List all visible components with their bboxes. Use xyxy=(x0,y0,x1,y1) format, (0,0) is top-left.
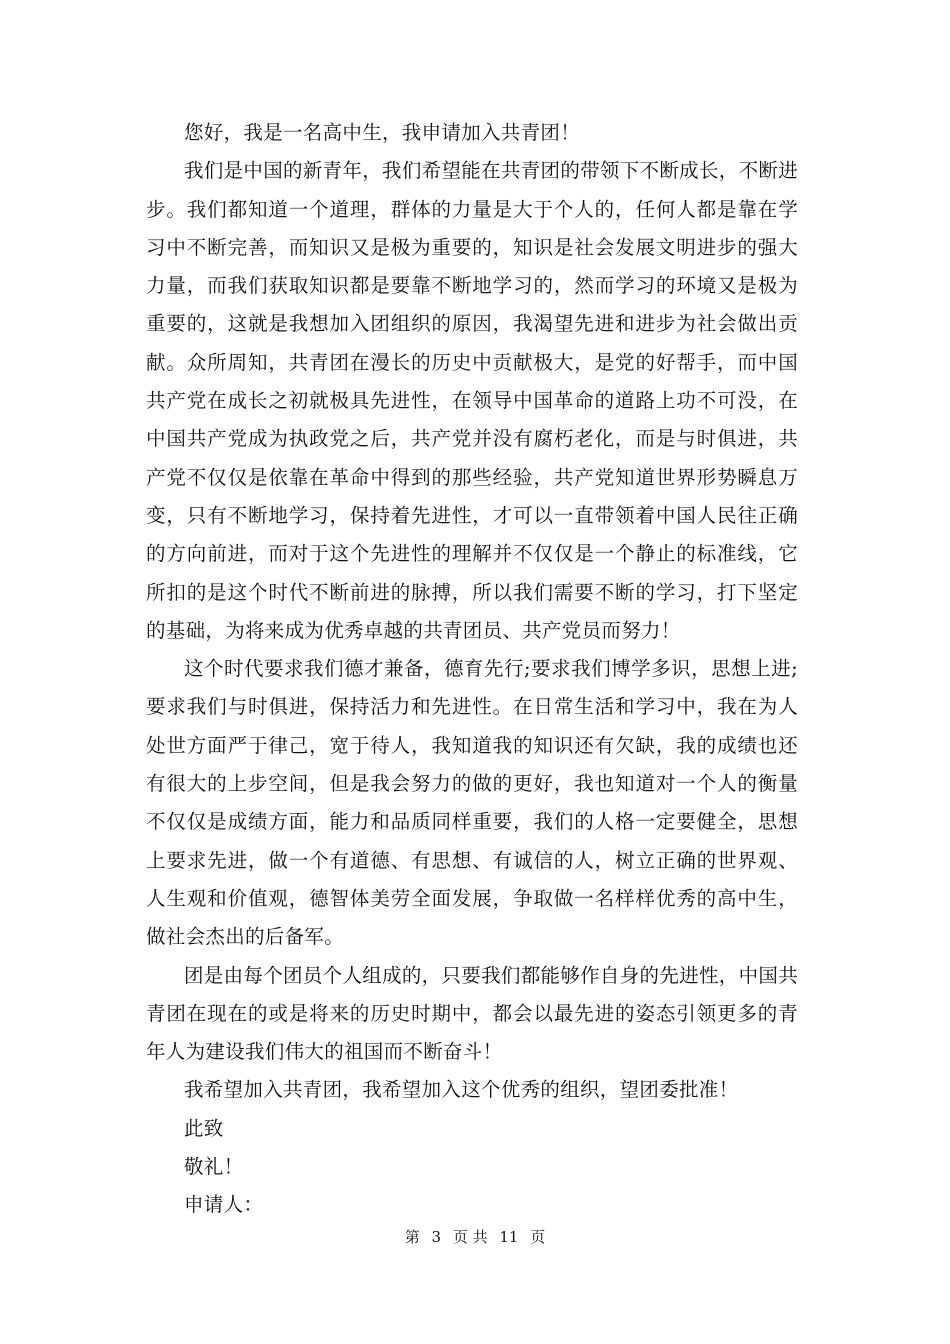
page-number: 3 xyxy=(431,1228,442,1246)
applicant-label: 申请人： xyxy=(184,1193,264,1217)
closing-jingli: 敬礼！ xyxy=(184,1155,244,1179)
page-prefix: 第 xyxy=(404,1228,420,1246)
paragraph-self-assessment: 这个时代要求我们德才兼备，德育先行;要求我们博学多识，思想上进;要求我们与时俱进，保持活力和先进性。在日常生活和学习中，我在为人处世方面严于律己，宽于待人，我知道我的知识还有欠缺，我的成绩也还有很大的上步空间，但是我会努力的做的更好，我也知道对一个人的衡量不仅仅是成绩方面，能力和品质同样重要，我们的人格一定要健全，思想上要求先进，做一个有道德、有思想、有诚信的人，树立正确的世界观、人生观和价值观，德智体美劳全面发展，争取做一名样样优秀的高中生，做社会杰出的后备军。 xyxy=(146,657,798,949)
paragraph-request: 我希望加入共青团，我希望加入这个优秀的组织，望团委批准！ xyxy=(184,1078,739,1102)
closing-cizhi: 此致 xyxy=(184,1116,224,1140)
page-suffix: 页 xyxy=(530,1228,546,1246)
paragraph-league-role: 团是由每个团员个人组成的，只要我们都能够作自身的先进性，中国共青团在现在的或是将来的历史时期中，都会以最先进的姿态引领更多的青年人为建设我们伟大的祖国而不断奋斗！ xyxy=(146,963,798,1064)
page-middle-label: 页 共 xyxy=(452,1228,488,1246)
letter-body xyxy=(146,114,798,1225)
greeting-paragraph: 您好，我是一名高中生，我申请加入共青团！ xyxy=(184,121,581,144)
page-footer xyxy=(0,1226,950,1248)
total-pages: 11 xyxy=(499,1228,519,1246)
paragraph-motivation: 我们是中国的新青年，我们希望能在共青团的带领下不断成长，不断进步。我们都知道一个道理，群体的力量是大于个人的，任何人都是靠在学习中不断完善，而知识又是极为重要的，知识是社会发展文明进步的强大力量，而我们获取知识都是要靠不断地学习的，然而学习的环境又是极为重要的，这就是我想加入团组织的原因，我渴望先进和进步为社会做出贡献。众所周知，共青团在漫长的历史中贡献极大，是党的好帮手，而中国共产党在成长之初就极具先进性，在领导中国革命的道路上功不可没，在中国共产党成为执政党之后，共产党并没有腐朽老化，而是与时俱进，共产党不仅仅是依靠在革命中得到的那些经验，共产党知道世界形势瞬息万变，只有不断地学习，保持着先进性，才可以一直带领着中国人民往正确的方向前进，而对于这个先进性的理解并不仅仅是一个静止的标准线，它所扣的是这个时代不断前进的脉搏，所以我们需要不断的学习，打下坚定的基础，为将来成为优秀卓越的共青团员、共产党员而努力！ xyxy=(146,159,798,642)
